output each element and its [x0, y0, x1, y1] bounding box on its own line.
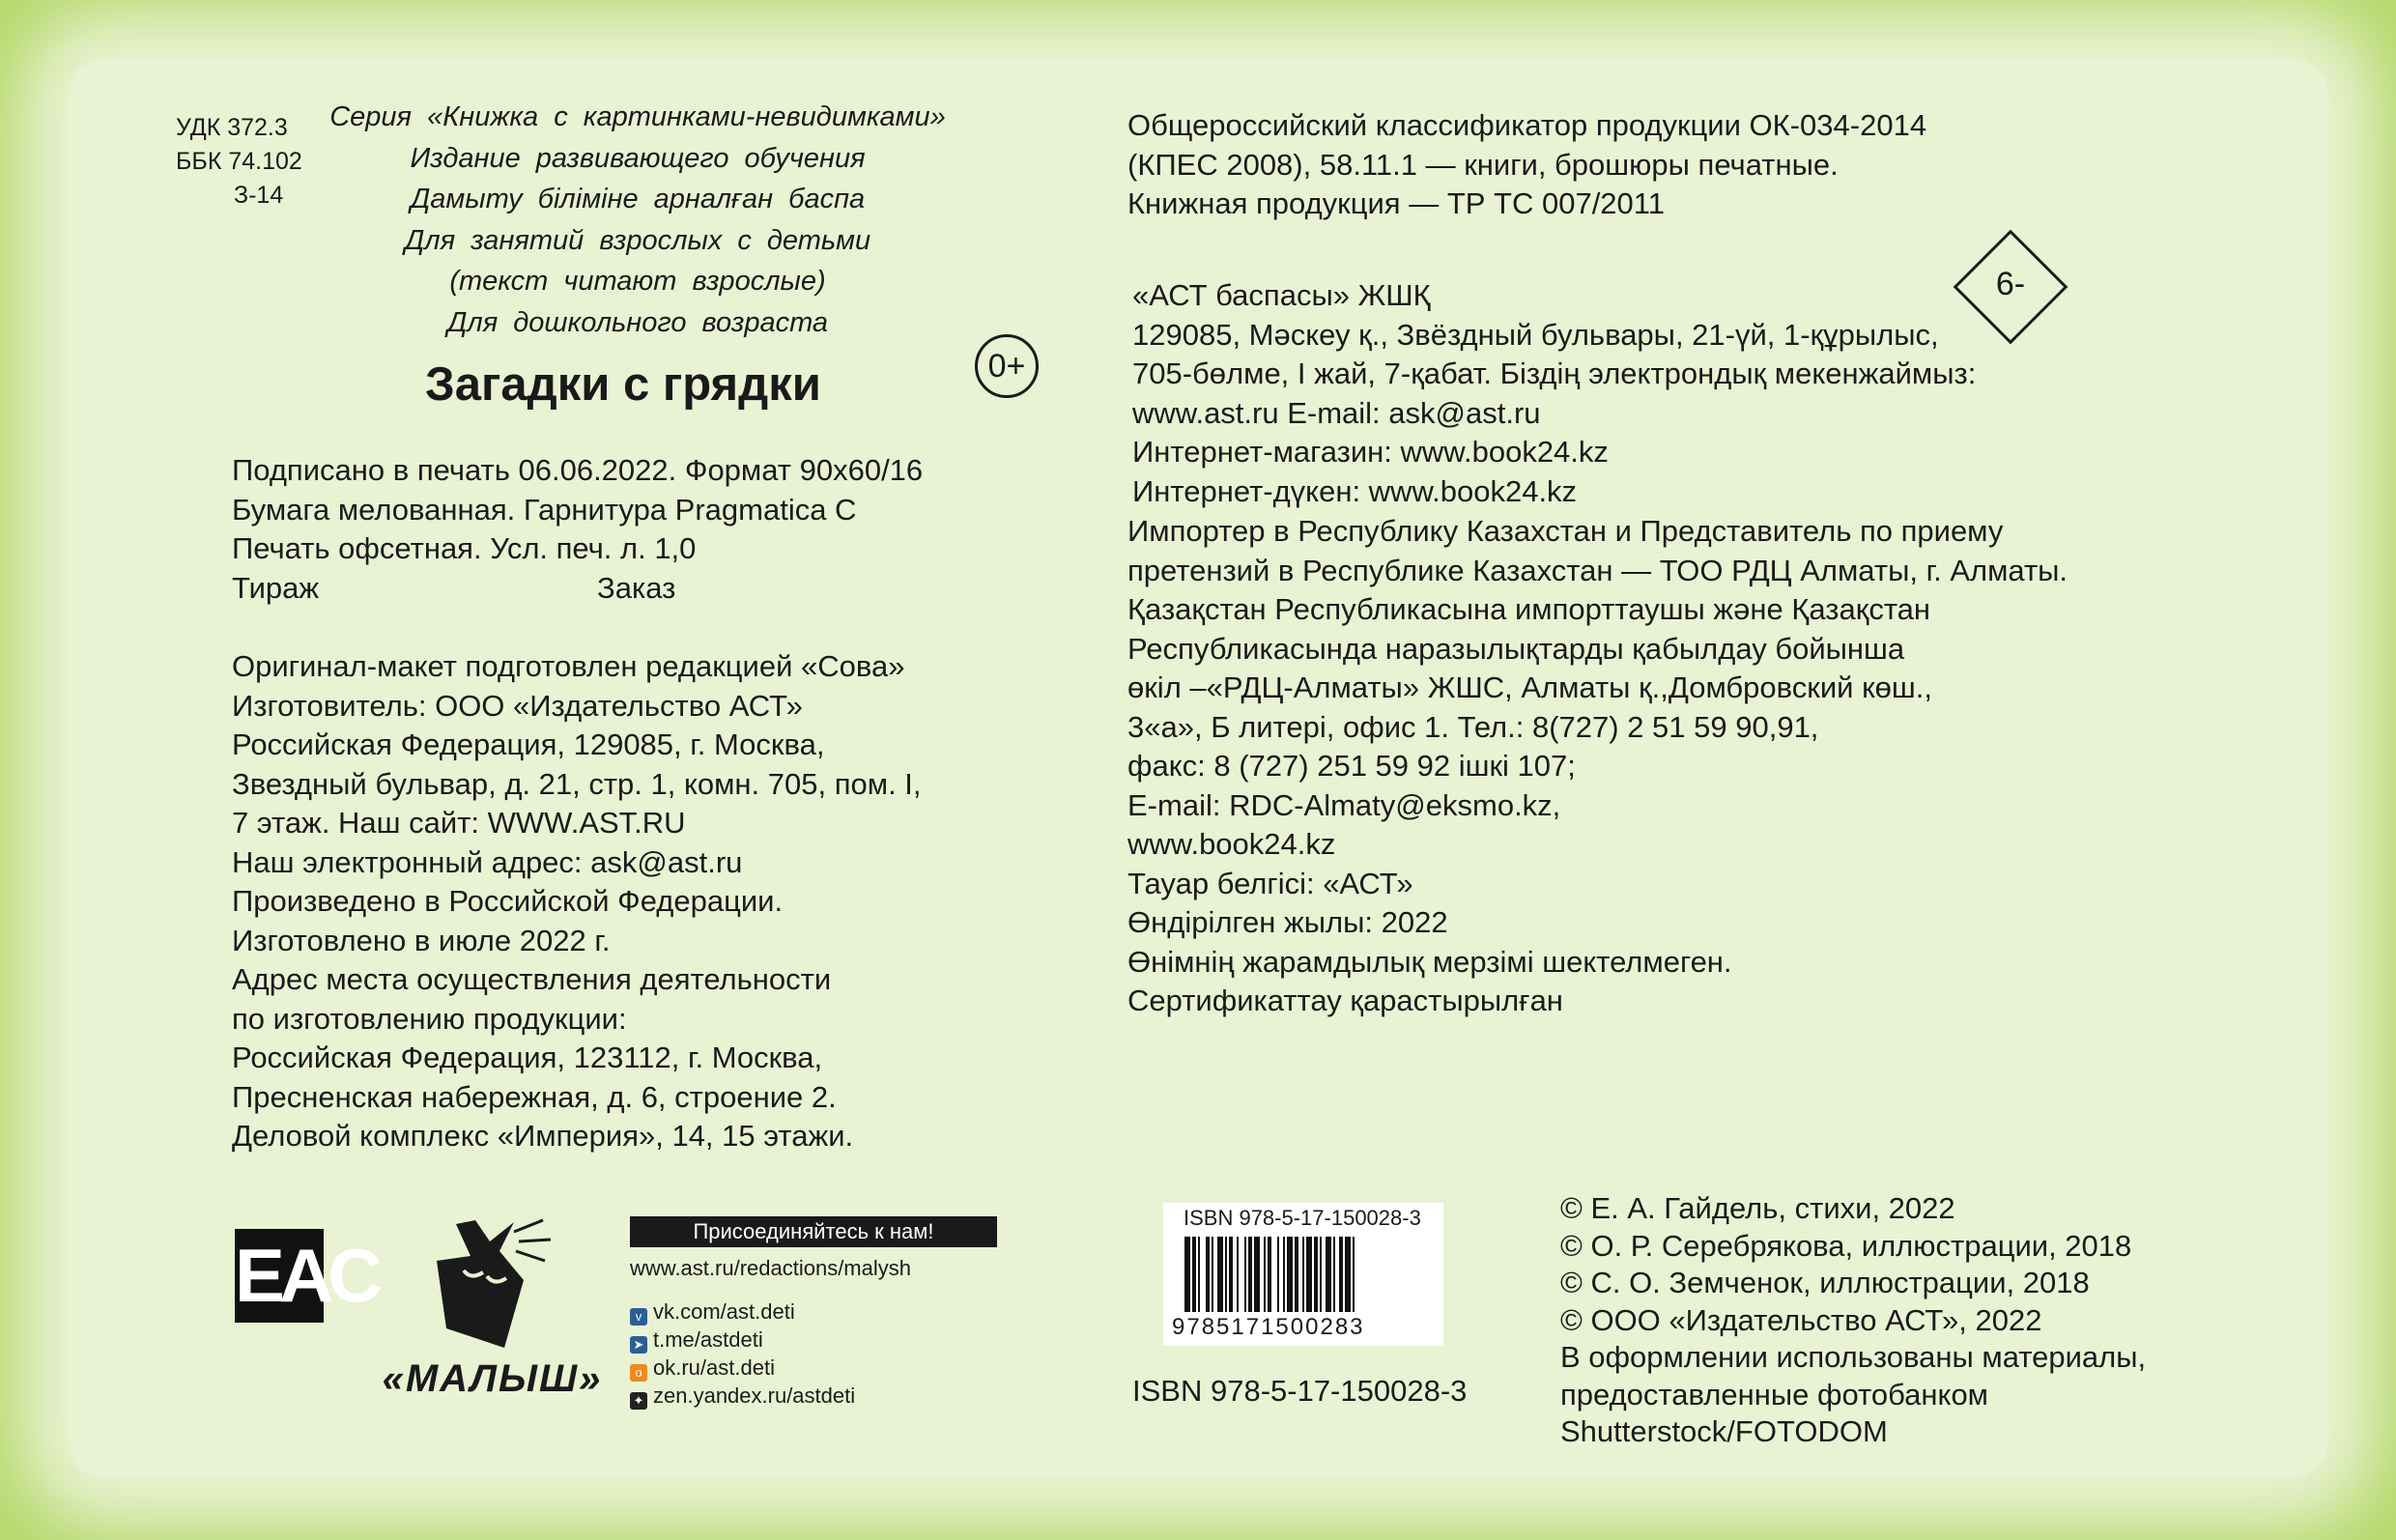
- social-text: t.me/astdeti: [653, 1327, 763, 1352]
- site-link[interactable]: www.ast.ru/redactions/malysh: [630, 1256, 911, 1280]
- importer-line: претензий в Республике Казахстан — ТОО РДЦ Алматы, г. Алматы.: [1127, 553, 2068, 587]
- print-info: [232, 451, 923, 608]
- barcode-number: 9785171500283: [1172, 1314, 1365, 1340]
- telegram-icon: ➤: [630, 1336, 647, 1354]
- series-line: Серия «Книжка с картинками-невидимками»: [329, 101, 946, 132]
- age-rating-badge: 0+: [975, 334, 1039, 398]
- social-link-vk[interactable]: [630, 1299, 795, 1326]
- zen-icon: ✦: [630, 1392, 647, 1410]
- author-mark: З-14: [234, 182, 284, 209]
- copyright-line: Shutterstock/FOTODOM: [1560, 1414, 1888, 1448]
- print-line: Подписано в печать 06.06.2022. Формат 90х60/16: [232, 453, 924, 487]
- importer-line: Республикасында наразылықтарды қабылдау бойынша: [1127, 631, 1905, 666]
- importer-line: Өндірілген жылы: 2022: [1127, 905, 1448, 939]
- tirazh-label: Тираж: [232, 570, 320, 605]
- importer-line: Сертификаттау қарастырылған: [1127, 984, 1563, 1017]
- classifier-line: (КПЕС 2008), 58.11.1 — книги, брошюры печатные.: [1127, 147, 1839, 182]
- importer-line: Тауар белгісі: «АСТ»: [1127, 866, 1413, 900]
- maker-line: по изготовлению продукции:: [232, 1001, 627, 1036]
- vk-icon: v: [630, 1308, 647, 1326]
- importer-line: Импортер в Республику Казахстан и Представитель по приему: [1127, 514, 2004, 548]
- maker-line: Оригинал-макет подготовлен редакцией «Сова»: [232, 649, 905, 683]
- series-line: Для занятий взрослых с детьми: [404, 224, 871, 256]
- copyright-line: © Е. А. Гайдель, стихи, 2022: [1560, 1191, 1955, 1225]
- maker-line: Российская Федерация, 129085, г. Москва,: [232, 727, 825, 761]
- print-line: Бумага мелованная. Гарнитура Pragmatica C: [232, 492, 857, 527]
- zakaz-label: Заказ: [597, 570, 676, 605]
- copyright-line: В оформлении использованы материалы,: [1560, 1340, 2147, 1374]
- maker-line: Российская Федерация, 123112, г. Москва,: [232, 1041, 823, 1074]
- importer-line: Қазақстан Республикасына импорттаушы және Қазақстан: [1127, 592, 1931, 626]
- maker-line: Звездный бульвар, д. 21, стр. 1, комн. 705, пом. I,: [232, 766, 922, 801]
- udk-line: УДК 372.3: [176, 114, 288, 141]
- kz-line: 129085, Мәскеу қ., Звёздный бульвары, 21-үй, 1-құрылыс,: [1132, 317, 1939, 352]
- importer-line: www.book24.kz: [1127, 827, 1336, 861]
- kz-publisher-block: [1132, 276, 1976, 511]
- maker-line: Изготовитель: ООО «Издательство АСТ»: [232, 688, 803, 723]
- social-text: ok.ru/ast.deti: [653, 1355, 775, 1380]
- barcode-image: [1181, 1237, 1432, 1314]
- print-run-line: [232, 569, 923, 609]
- maker-line: Изготовлено в июле 2022 г.: [232, 923, 611, 957]
- kz-line: Интернет-магазин: www.book24.kz: [1132, 435, 1609, 469]
- eac-mark: EAC: [235, 1229, 324, 1323]
- maker-line: Адрес места осуществления деятельности: [232, 962, 832, 996]
- social-link-telegram[interactable]: [630, 1327, 763, 1354]
- malysh-logo-text: «МАЛЫШ»: [382, 1357, 603, 1400]
- malysh-logo: [379, 1212, 606, 1406]
- series-line: Издание развивающего обучения: [410, 142, 866, 174]
- social-link-ok[interactable]: [630, 1355, 775, 1382]
- kz-line: Интернет-дүкен: www.book24.kz: [1132, 473, 1578, 508]
- maker-line: 7 этаж. Наш сайт: WWW.AST.RU: [232, 806, 686, 840]
- importer-block: [1127, 512, 2068, 1021]
- ok-icon: o: [630, 1364, 647, 1382]
- importer-line: 3«а», Б литері, офис 1. Тел.: 8(727) 2 51 59 90,91,: [1127, 709, 1819, 744]
- isbn-top: ISBN 978-5-17-150028-3: [1184, 1206, 1421, 1230]
- social-text: vk.com/ast.deti: [653, 1299, 795, 1324]
- print-line: Печать офсетная. Усл. печ. л. 1,0: [232, 531, 697, 565]
- age-rating-6: 6-: [1995, 266, 2026, 302]
- series-line: Дамыту біліміне арналған баспа: [410, 184, 866, 214]
- kz-line: «АСТ баспасы» ЖШҚ: [1132, 278, 1431, 312]
- maker-line: Произведено в Российской Федерации.: [232, 884, 784, 918]
- social-text: zen.yandex.ru/astdeti: [653, 1383, 856, 1408]
- importer-line: E-mail: RDC-Almaty@eksmo.kz,: [1127, 787, 1561, 822]
- classifier-line: Общероссийский классификатор продукции ОК-034-2014: [1127, 108, 1927, 142]
- kz-line: 705-бөлме, I жай, 7-қабат. Біздің электрондық мекенжаймыз:: [1132, 356, 1977, 390]
- join-us-banner: Присоединяйтесь к нам!: [630, 1216, 997, 1247]
- importer-line: факс: 8 (727) 251 59 92 ішкі 107;: [1127, 749, 1576, 783]
- series-line: (текст читают взрослые): [449, 266, 826, 297]
- series-block: [309, 97, 966, 343]
- copyright-line: © О. Р. Серебрякова, иллюстрации, 2018: [1560, 1228, 2132, 1263]
- classifier-block: [1127, 106, 1926, 224]
- importer-line: Өнімнің жарамдылық мерзімі шектелмеген.: [1127, 944, 1732, 979]
- kz-line: www.ast.ru E-mail: ask@ast.ru: [1132, 395, 1541, 430]
- classifier-line: Книжная продукция — ТР ТС 007/2011: [1127, 186, 1665, 220]
- maker-info: [232, 647, 922, 1156]
- copyright-line: © С. О. Земченок, иллюстрации, 2018: [1560, 1266, 2090, 1299]
- copyright-block: [1560, 1190, 2146, 1451]
- udk-block: [176, 111, 302, 213]
- social-link-zen[interactable]: [630, 1383, 855, 1410]
- copyright-line: предоставленные фотобанком: [1560, 1377, 1988, 1412]
- series-line: Для дошкольного возраста: [446, 306, 829, 338]
- importer-line: өкіл –«РДЦ-Алматы» ЖШС, Алматы қ.,Домбровский көш.,: [1127, 670, 1932, 704]
- book-title: Загадки с грядки: [425, 358, 821, 411]
- owl-icon: [379, 1212, 606, 1357]
- maker-line: Деловой комплекс «Империя», 14, 15 этажи.: [232, 1119, 854, 1153]
- maker-line: Пресненская набережная, д. 6, строение 2.: [232, 1079, 837, 1114]
- copyright-line: © ООО «Издательство АСТ», 2022: [1560, 1302, 2042, 1337]
- bbk-line: ББК 74.102: [176, 148, 302, 175]
- isbn-bottom: ISBN 978-5-17-150028-3: [1132, 1374, 1468, 1408]
- maker-line: Наш электронный адрес: ask@ast.ru: [232, 844, 743, 879]
